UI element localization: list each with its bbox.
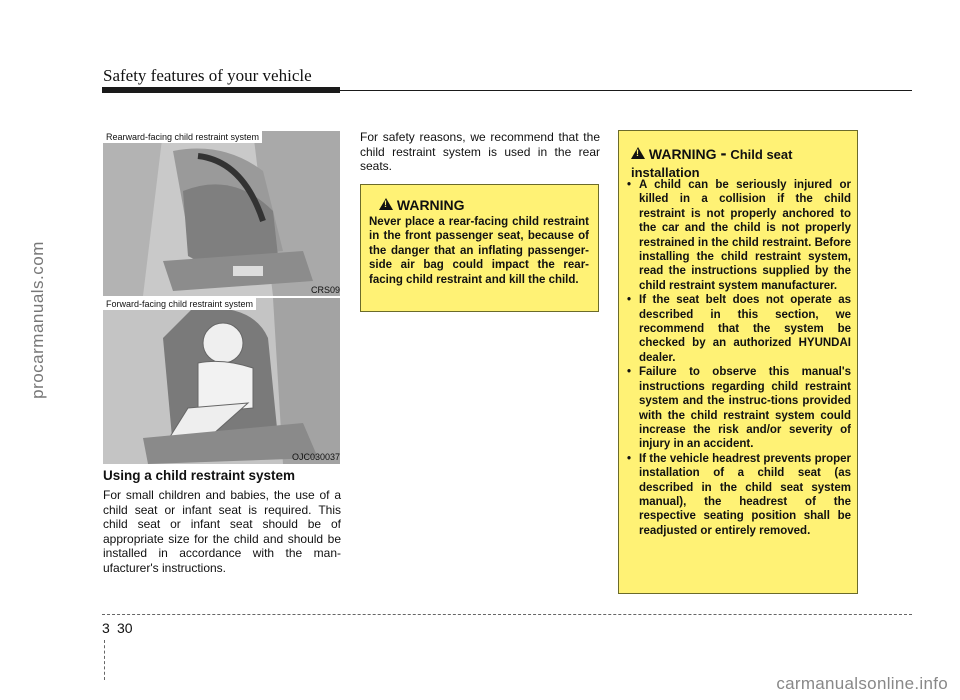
warning-heading — [379, 197, 465, 213]
warning-item: • A child can be seriously injured or killed in a collision if the child restraint is not properly anchored to the car and the child is not properly restrained in the child restraint. Before installing the child restraint system, read the instructions supplied by the child restraint system manufacturer. — [627, 178, 851, 293]
header-bar — [102, 87, 340, 93]
forward-facing-seat-illustration — [103, 298, 340, 464]
warning-box-rear-facing — [360, 184, 599, 312]
section-title: Using a child restraint system — [103, 468, 296, 483]
header-rule — [340, 90, 912, 91]
warning-triangle-icon — [631, 147, 645, 159]
warning-heading-label: WARNING — [396, 197, 465, 213]
warning-heading-label: WARNING — [648, 146, 717, 162]
figure-code-rear: CRS09 — [310, 285, 340, 295]
warning-box-installation — [618, 130, 858, 594]
page-number: 30 — [117, 620, 133, 636]
warning-item: • If the seat belt does not operate as described in this section, we recommend that the system be checked by an authorized HYUNDAI dealer. — [627, 293, 851, 365]
figure-caption-forward: Forward-facing child restraint system — [103, 298, 256, 310]
figure-code-forward: OJC030037 — [291, 452, 340, 462]
chapter-number: 3 — [102, 620, 110, 636]
warning-subtitle: Child seat installation — [631, 147, 793, 180]
section-body: For small children and babies, the use of a child seat or infant seat is required. This child seat or infant seat should be of appropriate size for the child and should be installed in accordance with the man-ufacturer's instructions. — [103, 488, 341, 575]
intro-paragraph: For safety reasons, we recommend that the child restraint system is used in the rear seats. — [360, 130, 600, 174]
warning-heading — [631, 143, 851, 180]
footer-rule — [102, 614, 912, 615]
footer-divider — [104, 640, 105, 680]
warning-item: • If the vehicle headrest prevents proper installation of a child seat (as described in the child seat system manual), the headrest of the respective seating position shall be readjusted or entirely removed. — [627, 452, 851, 538]
site-watermark: carmanualsonline.info — [776, 674, 948, 693]
warning-list — [627, 178, 851, 538]
warning-triangle-icon — [379, 198, 393, 210]
figure-caption-rear: Rearward-facing child restraint system — [103, 131, 262, 143]
warning-heading-dash: - — [720, 143, 727, 163]
warning-text: Never place a rear-facing child restraint in the front passenger seat, because of the danger that an inflating passenger-side air bag could impact the rear-facing child restraint and kill the child. — [369, 216, 589, 286]
page-header-title: Safety features of your vehicle — [103, 66, 312, 85]
warning-item: • Failure to observe this manual's instructions regarding child restraint system and the instruc-tions provided with the child restraint system could increase the risk and/or severity of injury in an accident. — [627, 365, 851, 451]
rear-facing-seat-illustration — [103, 131, 340, 296]
watermark-text: procarmanuals.com — [28, 241, 47, 399]
